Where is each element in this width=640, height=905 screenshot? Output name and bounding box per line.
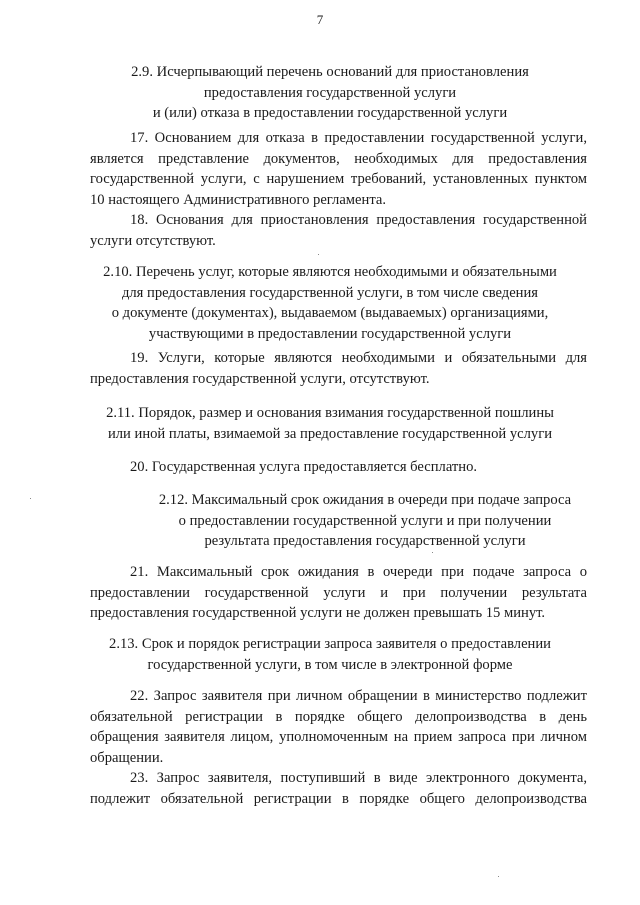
heading-line: 2.13. Срок и порядок регистрации запроса заявителя о предоставлении bbox=[109, 636, 551, 652]
scan-speck bbox=[30, 498, 31, 499]
paragraph-line: предоставления государственной услуги не должен превышать 15 минут. bbox=[90, 605, 546, 621]
paragraph-line: обращения заявителя лицом, уполномоченным на прием запроса при личном bbox=[90, 729, 587, 745]
heading-line: для предоставления государственной услуги, в том числе сведения bbox=[121, 284, 539, 301]
paragraph-line: 20. Государственная услуга предоставляется бесплатно. bbox=[130, 459, 478, 475]
paragraph-line: 18. Основания для приостановления предоставления государственной bbox=[130, 212, 587, 228]
paragraph-line: подлежит обязательной регистрации в порядке общего делопроизводства bbox=[90, 790, 587, 807]
heading-line: 2.11. Порядок, размер и основания взимания государственной пошлины bbox=[106, 405, 554, 421]
page-number: 7 bbox=[316, 12, 324, 27]
paragraph-22 bbox=[90, 686, 587, 768]
section-heading-2-13 bbox=[60, 634, 600, 675]
heading-line: или иной платы, взимаемой за предоставление государственной услуги bbox=[107, 425, 553, 442]
paragraph-17 bbox=[90, 128, 587, 210]
scan-speck bbox=[432, 552, 433, 553]
heading-line: 2.10. Перечень услуг, которые являются необходимыми и обязательными bbox=[103, 264, 557, 280]
section-heading-2-9 bbox=[60, 62, 600, 124]
heading-line: предоставления государственной услуги bbox=[203, 84, 457, 101]
heading-line: результата предоставления государственной услуги bbox=[204, 533, 526, 549]
heading-line: о предоставлении государственной услуги и при получении bbox=[178, 512, 552, 529]
paragraph-line: услуги отсутствуют. bbox=[90, 232, 216, 249]
paragraph-line: обращении. bbox=[90, 749, 164, 766]
scan-speck bbox=[498, 876, 499, 877]
paragraph-line: государственной услуги, с нарушением требований, установленных пунктом bbox=[90, 171, 587, 187]
paragraph-19 bbox=[90, 348, 587, 389]
paragraph-23 bbox=[90, 768, 587, 809]
heading-line: 2.12. Максимальный срок ожидания в очереди при подаче запроса bbox=[158, 492, 572, 508]
heading-line: и (или) отказа в предоставлении государственной услуги bbox=[152, 105, 508, 121]
paragraph-line: 10 настоящего Административного регламента. bbox=[90, 191, 387, 208]
paragraph-line: 19. Услуги, которые являются необходимыми и обязательными для bbox=[130, 350, 587, 366]
paragraph-line: 22. Запрос заявителя при личном обращении в министерство подлежит bbox=[130, 688, 587, 704]
section-heading-2-12 bbox=[110, 490, 620, 552]
scan-speck bbox=[318, 254, 319, 255]
paragraph-line: предоставления государственной услуги, отсутствуют. bbox=[90, 370, 430, 387]
paragraph-line: 21. Максимальный срок ожидания в очереди при подаче запроса о bbox=[130, 564, 587, 580]
paragraph-line: является представление документов, необходимых для предоставления bbox=[90, 150, 587, 167]
paragraph-20 bbox=[130, 457, 590, 478]
heading-line: о документе (документах), выдаваемом (выдаваемых) организациями, bbox=[111, 305, 549, 321]
paragraph-21 bbox=[90, 562, 587, 624]
section-heading-2-10 bbox=[60, 262, 600, 344]
heading-line: 2.9. Исчерпывающий перечень оснований для приостановления bbox=[131, 64, 529, 80]
paragraph-line: 23. Запрос заявителя, поступивший в виде электронного документа, bbox=[130, 770, 587, 786]
paragraph-18 bbox=[90, 210, 587, 251]
paragraph-line: предоставлении государственной услуги и при получении результата bbox=[90, 584, 587, 601]
section-heading-2-11 bbox=[60, 403, 600, 444]
heading-line: государственной услуги, в том числе в электронной форме bbox=[147, 656, 513, 673]
paragraph-line: 17. Основанием для отказа в предоставлении государственной услуги, bbox=[130, 130, 587, 146]
paragraph-line: обязательной регистрации в порядке общего делопроизводства в день bbox=[90, 708, 587, 725]
heading-line: участвующими в предоставлении государственной услуги bbox=[148, 325, 512, 342]
